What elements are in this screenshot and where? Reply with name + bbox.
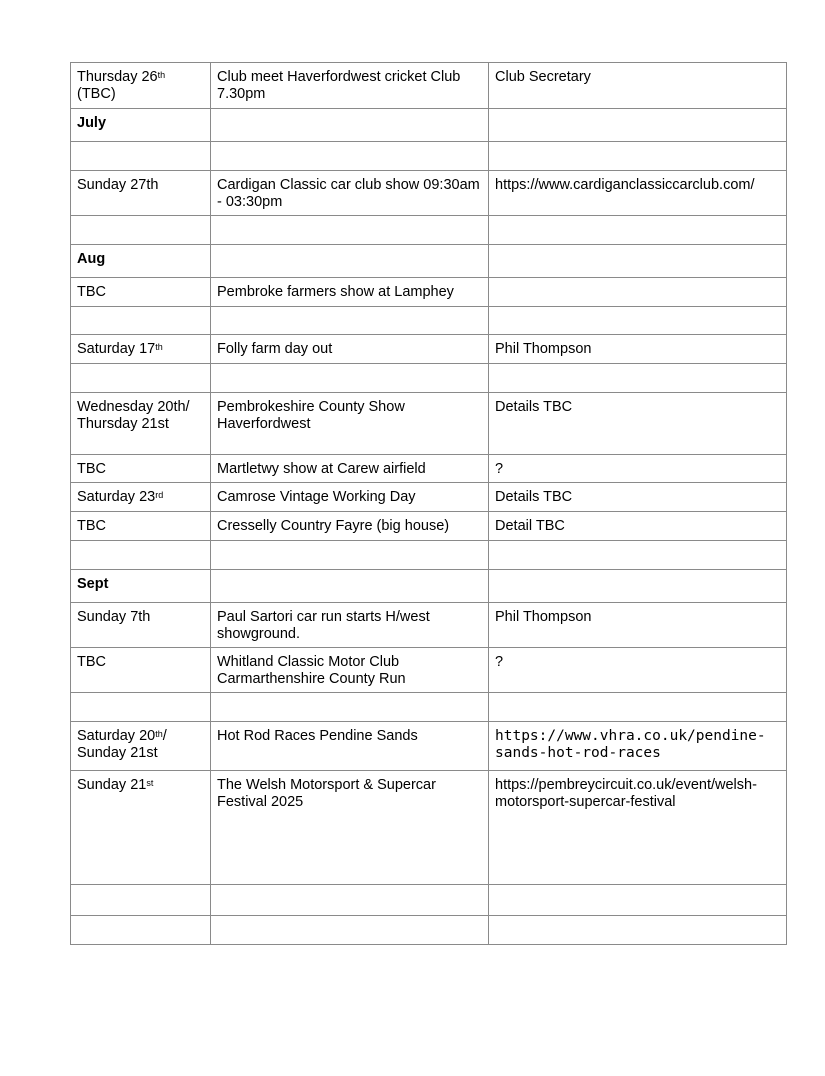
month-header-row [71, 245, 787, 278]
event-row [71, 63, 787, 109]
date-cell [71, 885, 211, 916]
contact-cell [489, 109, 787, 142]
contact-cell: Phil Thompson [489, 603, 787, 648]
event-row [71, 722, 787, 771]
blank-row [71, 885, 787, 916]
contact-url: https://www.cardiganclassiccarclub.com/ [489, 171, 787, 216]
contact-cell [489, 541, 787, 570]
event-row [71, 393, 787, 455]
date-cell [71, 364, 211, 393]
event-cell: Whitland Classic Motor Club Carmarthenshire County Run [211, 648, 489, 693]
contact-cell: Details TBC [489, 393, 787, 455]
date-text: Saturday 23 [77, 489, 156, 505]
date-text-continued: (TBC) [77, 86, 116, 102]
date-cell [71, 455, 211, 483]
contact-cell [489, 216, 787, 245]
contact-cell [489, 364, 787, 393]
contact-cell [489, 570, 787, 603]
event-cell [211, 245, 489, 278]
contact-cell: Details TBC [489, 483, 787, 512]
contact-cell [489, 142, 787, 171]
contact-cell [489, 693, 787, 722]
date-cell [71, 335, 211, 364]
date-text: TBC [77, 284, 106, 300]
event-cell [211, 541, 489, 570]
date-cell [71, 278, 211, 307]
event-cell [211, 307, 489, 335]
date-text: Saturday 20 [77, 728, 156, 744]
event-cell [211, 916, 489, 945]
blank-row [71, 693, 787, 722]
event-cell: Hot Rod Races Pendine Sands [211, 722, 489, 771]
month-heading: Aug [71, 245, 211, 278]
event-row [71, 455, 787, 483]
date-text: Sunday 21 [77, 777, 147, 793]
event-cell [211, 364, 489, 393]
blank-row [71, 142, 787, 171]
date-text: TBC [77, 518, 106, 534]
contact-cell [489, 916, 787, 945]
event-cell: Pembrokeshire County Show Haverfordwest [211, 393, 489, 455]
contact-cell [489, 307, 787, 335]
date-cell [71, 603, 211, 648]
event-row [71, 648, 787, 693]
event-row [71, 278, 787, 307]
contact-url: https://pembreycircuit.co.uk/event/welsh-motorsport-supercar-festival [489, 771, 787, 885]
blank-row [71, 364, 787, 393]
events-table-body [71, 63, 787, 945]
event-cell: Paul Sartori car run starts H/west showground. [211, 603, 489, 648]
contact-cell: Phil Thompson [489, 335, 787, 364]
date-cell [71, 512, 211, 541]
event-cell [211, 570, 489, 603]
date-cell [71, 722, 211, 771]
date-ordinal-suffix: th [157, 70, 166, 80]
event-row [71, 512, 787, 541]
date-text: TBC [77, 654, 106, 670]
contact-cell: ? [489, 648, 787, 693]
contact-cell [489, 885, 787, 916]
date-cell [71, 393, 211, 455]
date-cell [71, 648, 211, 693]
date-cell [71, 693, 211, 722]
contact-cell [489, 278, 787, 307]
date-text: Sunday 7th [77, 609, 151, 625]
date-ordinal-suffix: st [146, 778, 154, 788]
date-cell [71, 307, 211, 335]
date-cell [71, 483, 211, 512]
date-text: Wednesday 20th/ Thursday 21st [77, 399, 190, 432]
month-heading: Sept [71, 570, 211, 603]
date-cell [71, 171, 211, 216]
date-cell [71, 142, 211, 171]
event-cell [211, 885, 489, 916]
date-text: Thursday 26 [77, 69, 158, 85]
event-cell [211, 109, 489, 142]
date-cell [71, 63, 211, 109]
event-cell: Martletwy show at Carew airfield [211, 455, 489, 483]
event-row [71, 483, 787, 512]
contact-url: https://www.vhra.co.uk/pendine-sands-hot-rod-races [489, 722, 787, 771]
date-ordinal-suffix: rd [155, 490, 164, 500]
event-cell [211, 142, 489, 171]
date-ordinal-suffix: th [155, 342, 163, 352]
event-row [71, 603, 787, 648]
event-cell: Camrose Vintage Working Day [211, 483, 489, 512]
event-cell: Cresselly Country Fayre (big house) [211, 512, 489, 541]
month-heading: July [71, 109, 211, 142]
date-cell [71, 771, 211, 885]
event-cell: Cardigan Classic car club show 09:30am - 03:30pm [211, 171, 489, 216]
month-header-row [71, 109, 787, 142]
event-cell: The Welsh Motorsport & Supercar Festival 2025 [211, 771, 489, 885]
event-cell [211, 693, 489, 722]
blank-row [71, 216, 787, 245]
event-cell: Folly farm day out [211, 335, 489, 364]
date-cell [71, 916, 211, 945]
month-header-row [71, 570, 787, 603]
event-row [71, 771, 787, 885]
date-text: TBC [77, 461, 106, 477]
event-cell: Club meet Haverfordwest cricket Club 7.30pm [211, 63, 489, 109]
date-cell [71, 216, 211, 245]
contact-cell [489, 245, 787, 278]
event-cell: Pembroke farmers show at Lamphey [211, 278, 489, 307]
events-table [70, 62, 787, 945]
date-cell [71, 541, 211, 570]
date-text: Sunday 27th [77, 177, 159, 193]
contact-cell: ? [489, 455, 787, 483]
event-row [71, 335, 787, 364]
contact-cell: Detail TBC [489, 512, 787, 541]
date-ordinal-suffix: th [155, 729, 163, 739]
date-text: Saturday 17 [77, 341, 156, 357]
contact-cell: Club Secretary [489, 63, 787, 109]
event-row [71, 171, 787, 216]
date-text-continued: / Sunday 21st [77, 728, 167, 761]
blank-row [71, 541, 787, 570]
event-cell [211, 216, 489, 245]
blank-row [71, 916, 787, 945]
blank-row [71, 307, 787, 335]
